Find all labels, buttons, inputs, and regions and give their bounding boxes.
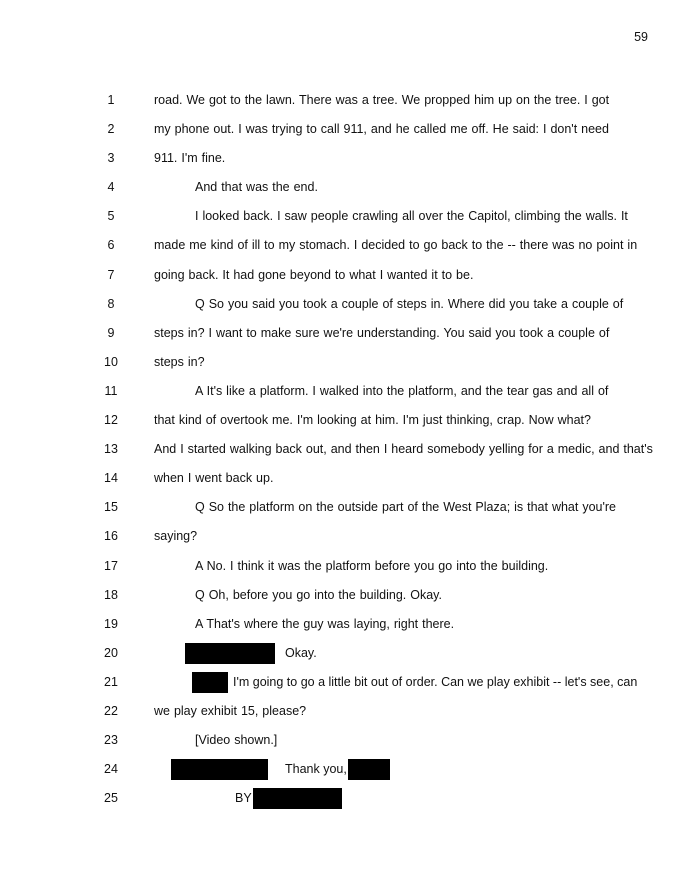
transcript-line	[0, 204, 690, 233]
line-number: 23	[104, 733, 118, 748]
line-text: Q Oh, before you go into the building. Okay.	[195, 587, 442, 602]
line-number: 22	[104, 703, 118, 718]
line-text: going back. It had gone beyond to what I wanted it to be.	[154, 267, 474, 282]
line-text: my phone out. I was trying to call 911, and he called me off. He said: I don't need	[154, 122, 609, 137]
line-number: 19	[104, 616, 118, 631]
redaction-block	[253, 788, 342, 809]
line-text: Q So the platform on the outside part of the West Plaza; is that what you're	[195, 500, 616, 515]
line-number: 12	[104, 413, 118, 428]
line-number: 1	[107, 93, 115, 107]
line-text: Thank you,	[285, 762, 347, 777]
redaction-block	[185, 643, 275, 664]
line-text: [Video shown.]	[195, 733, 278, 748]
transcript-line	[0, 728, 690, 757]
line-text: made me kind of ill to my stomach. I decided to go back to the -- there was no point in	[154, 238, 638, 253]
line-text: I'm going to go a little bit out of order. Can we play exhibit -- let's see, can	[233, 674, 638, 689]
line-number: 8	[107, 296, 115, 311]
line-number: 16	[104, 529, 118, 544]
transcript-line	[0, 233, 690, 262]
line-text: And that was the end.	[195, 180, 318, 195]
transcript-line	[0, 117, 690, 146]
redaction-block	[171, 759, 268, 780]
line-number: 21	[104, 674, 118, 689]
redaction-block	[192, 672, 228, 693]
line-text: 911. I'm fine.	[154, 151, 226, 166]
transcript-line	[0, 146, 690, 175]
line-number: 14	[104, 471, 118, 486]
line-number: 9	[107, 325, 115, 340]
transcript-line	[0, 466, 690, 495]
page-number: 59	[634, 30, 648, 44]
line-text: I looked back. I saw people crawling all over the Capitol, climbing the walls. It	[195, 209, 628, 224]
line-number: 7	[107, 267, 115, 282]
transcript-body	[0, 88, 690, 815]
line-number: 24	[104, 762, 118, 777]
line-text: Okay.	[285, 645, 317, 660]
line-text: when I went back up.	[154, 471, 274, 486]
line-text: that kind of overtook me. I'm looking at him. I'm just thinking, crap. Now what?	[154, 413, 591, 428]
transcript-line	[0, 612, 690, 641]
transcript-line	[0, 554, 690, 583]
redaction-block	[348, 759, 390, 780]
transcript-line	[0, 379, 690, 408]
transcript-line	[0, 495, 690, 524]
line-number: 15	[104, 500, 118, 515]
line-text: And I started walking back out, and then I heard somebody yelling for a medic, and that's	[154, 442, 653, 457]
line-text: BY	[235, 791, 252, 806]
transcript-line	[0, 321, 690, 350]
transcript-line	[0, 437, 690, 466]
line-text: road. We got to the lawn. There was a tree. We propped him up on the tree. I got	[154, 93, 610, 107]
line-text: A That's where the guy was laying, right there.	[195, 616, 455, 631]
line-number: 18	[104, 587, 118, 602]
line-text: Q So you said you took a couple of steps in. Where did you take a couple of	[195, 296, 624, 311]
transcript-line	[0, 786, 690, 815]
transcript-line	[0, 757, 690, 786]
line-text: A It's like a platform. I walked into the platform, and the tear gas and all of	[195, 383, 609, 398]
line-number: 4	[107, 180, 115, 195]
line-number: 20	[104, 645, 118, 660]
transcript-line	[0, 408, 690, 437]
transcript-line	[0, 263, 690, 292]
transcript-line	[0, 88, 690, 117]
line-number: 2	[107, 122, 115, 137]
line-number: 25	[104, 791, 118, 806]
line-number: 17	[104, 558, 118, 573]
transcript-line	[0, 670, 690, 699]
line-text: saying?	[154, 529, 198, 544]
line-number: 13	[104, 442, 118, 457]
line-number: 5	[107, 209, 115, 224]
line-text: A No. I think it was the platform before you go into the building.	[195, 558, 549, 573]
transcript-line	[0, 292, 690, 321]
transcript-line	[0, 524, 690, 553]
transcript-line	[0, 583, 690, 612]
line-number: 3	[107, 151, 115, 166]
line-number: 10	[104, 354, 118, 369]
line-number: 6	[107, 238, 115, 253]
line-text: steps in? I want to make sure we're understanding. You said you took a couple of	[154, 325, 610, 340]
transcript-line	[0, 641, 690, 670]
transcript-line	[0, 699, 690, 728]
transcript-line	[0, 350, 690, 379]
line-text: we play exhibit 15, please?	[154, 703, 307, 718]
line-text: steps in?	[154, 354, 205, 369]
transcript-line	[0, 175, 690, 204]
line-number: 11	[104, 383, 118, 398]
